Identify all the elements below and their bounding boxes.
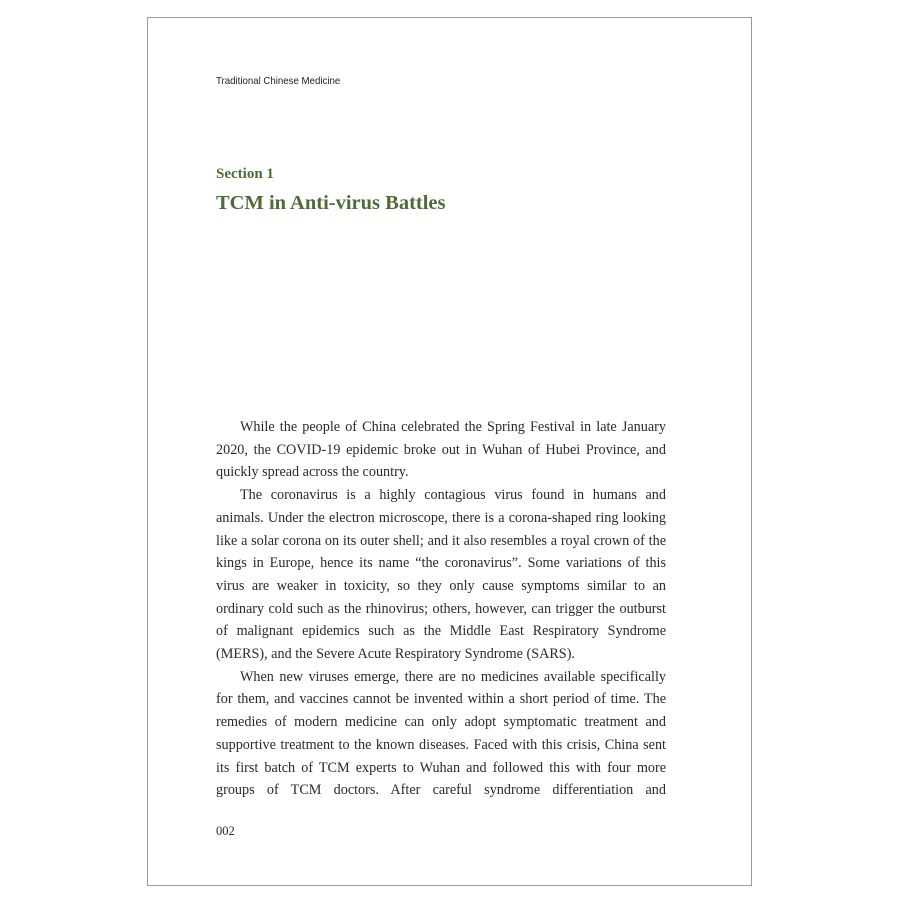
page-number: 002 (216, 824, 235, 838)
running-header: Traditional Chinese Medicine (216, 75, 341, 87)
paragraph-2: The coronavirus is a highly contagious virus found in humans and animals. Under the electron microscope, there is a corona-shaped ring looking like a solar corona on its outer shell; and it also resembles a royal crown of the kings in Europe, hence its name “the coronavirus”. Some variations of this virus are weaker in toxicity, so they only cause symptoms similar to an ordinary cold such as the rhinovirus; others, however, can trigger the outburst of malignant epidemics such as the Middle East Respiratory Syndrome (MERS), and the Severe Acute Respiratory Syndrome (SARS). (216, 487, 666, 663)
section-title: TCM in Anti-virus Battles (216, 192, 446, 214)
section-label: Section 1 (216, 166, 274, 182)
paragraph-3: When new viruses emerge, there are no medicines available specifically for them, and vaccines cannot be invented within a short period of time. The remedies of modern medicine can only adopt symptomatic treatment and supportive treatment to the known diseases. Faced with this crisis, China sent its first batch of TCM experts to Wuhan and followed this with four more groups of TCM doctors. After careful syndrome differentiation and (216, 668, 666, 799)
body-text (216, 416, 666, 802)
paragraph-1: While the people of China celebrated the Spring Festival in late January 2020, the COVID-19 epidemic broke out in Wuhan of Hubei Province, and quickly spread across the country. (216, 419, 666, 481)
